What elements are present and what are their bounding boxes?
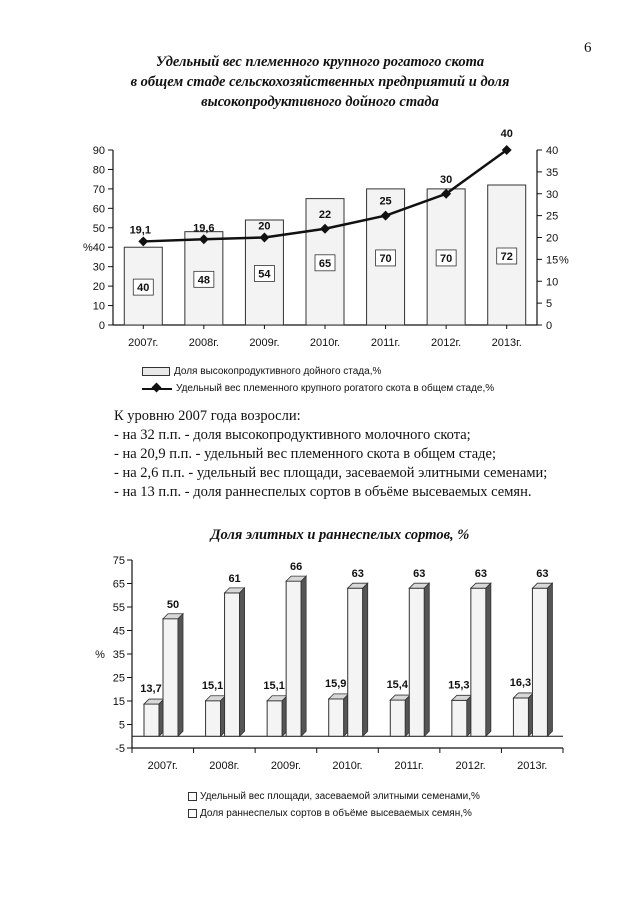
chart2-title: Доля элитных и раннеспелых сортов, % [210,527,470,543]
legend-label-dairy-share: Доля высокопродуктивного дойного стада,% [174,366,382,377]
bar-elite-area [206,701,221,736]
x-tick-label: 2012г. [455,760,486,772]
line-marker-swatch-icon [142,384,172,393]
bar-early-varieties [471,588,486,736]
line-value-label: 22 [318,208,332,221]
bar-elite-area [267,701,282,736]
bar-early-varieties [286,581,301,736]
chart1-figure [0,128,640,360]
line-value-label: 40 [500,128,513,140]
y-tick-label-left: %40 [82,242,105,255]
chart1-title-line2: в общем стаде сельскохозяйственных предприятий и доля [130,74,510,90]
y-tick-label-right: 30 [546,188,559,201]
y-tick-label-left: 50 [92,222,105,235]
summary-item: - на 32 п.п. - доля высокопродуктивного молочного скота; [114,427,471,443]
y-tick-label-right: 25 [546,210,559,223]
y2-axis-label: % [559,254,569,267]
line-value-label: 30 [440,173,453,186]
y-tick-label-left: 60 [92,203,105,216]
x-tick-label: 2013г. [517,760,548,772]
bar-early-varieties [225,593,240,736]
bar-elite-area [144,704,159,736]
line-value-label: 19,1 [129,224,151,237]
x-tick-label: 2011г. [370,337,401,349]
legend-label-breeding-share: Удельный вес племенного крупного рогатого скота в общем стаде,% [176,383,495,394]
line-value-label: 25 [379,195,392,208]
bar-value-label-early: 63 [351,568,364,581]
summary-item: - на 13 п.п. - доля раннеспелых сортов в объёме высеваемых семян. [114,484,532,500]
bar-value-label-elite: 15,1 [263,679,285,692]
bar-value-label: 48 [197,274,210,287]
x-tick-label: 2007г. [128,337,159,349]
y-tick-label-right: 35 [546,166,559,179]
x-tick-label: 2009г. [270,760,302,772]
y-tick-label: 15 [112,696,125,708]
bar-swatch-icon [142,367,170,376]
y-tick-label-right: 5 [546,298,553,311]
bar-value-label: 65 [318,257,332,270]
summary-intro: К уровню 2007 года возросли: [114,408,301,424]
page-number: 6 [584,40,592,56]
y-tick-label-right: 20 [546,232,559,245]
chart2-legend [188,788,480,822]
chart2-figure [0,548,640,778]
y-tick-label-right: 0 [546,320,553,332]
bar-value-label: 72 [500,251,513,263]
bar-early-varieties [409,588,424,736]
chart1-title [100,52,540,112]
y-tick-label-left: 20 [92,281,105,294]
y-tick-label: 75 [112,555,125,567]
bar-elite-area [513,698,528,736]
y-tick-label-right: 10 [546,276,559,289]
bar-elite-area [329,699,344,736]
bar-early-varieties-side [240,588,245,736]
x-tick-label: 2010г. [332,760,363,772]
y-tick-label: 65 [112,578,125,591]
y-tick-label-left: 30 [92,261,105,274]
bar-value-label-early: 66 [290,561,303,574]
square-swatch-icon [188,809,197,818]
x-tick-label: 2007г. [147,760,178,772]
bar-value-label-elite: 16,3 [509,676,532,689]
line-point-marker [138,236,148,246]
x-tick-label: 2011г. [394,760,424,772]
legend-label-elite-area: Удельный вес площади, засеваемой элитными семенами,% [200,791,480,802]
bar-value-label-early: 63 [474,568,487,581]
bar-elite-area [390,700,405,736]
line-value-label: 19,6 [193,222,215,235]
summary-text [114,407,554,502]
square-swatch-icon [188,792,197,801]
bar-value-label-elite: 15,1 [201,679,224,692]
x-tick-label: 2008г. [209,760,240,772]
bar-value-label-elite: 13,7 [140,683,162,696]
x-tick-label: 2010г. [309,337,341,349]
legend-item-breeding-share [142,380,494,397]
summary-item: - на 2,6 п.п. - удельный вес площади, засеваемой элитными семенами; [114,465,548,481]
bar-early-varieties-side [547,583,552,736]
bar-elite-area [452,700,467,736]
chart1-title-line3: высокопродуктивного дойного стада [201,94,439,110]
y-tick-label: -5 [115,743,125,755]
x-tick-label: 2008г. [188,337,219,349]
bar-early-varieties [163,619,178,737]
legend-label-early-varieties: Доля раннеспелых сортов в объёме высеваемых семян,% [200,808,472,819]
line-value-label: 20 [258,220,271,233]
bar-value-label: 70 [379,252,392,265]
bar-value-label-elite: 15,4 [386,679,408,692]
bar-value-label-early: 50 [166,598,180,611]
y-tick-label-left: 0 [98,320,105,332]
legend-item-dairy-share [142,363,494,380]
x-tick-label: 2012г. [431,337,462,349]
bar-value-label-early: 63 [413,568,426,581]
y-tick-label: 35 [112,649,125,661]
y-tick-label: 45 [112,625,125,638]
bar-value-label-elite: 15,9 [325,677,347,690]
y-axis-label: % [95,649,105,661]
y-tick-label-right: 40 [546,145,559,157]
y-tick-label-left: 70 [92,183,105,196]
legend-item-elite-area [188,788,480,805]
bar-early-varieties-side [424,583,429,736]
legend-item-early-varieties [188,805,480,822]
chart1-title-line1: Удельный вес племенного крупного рогатого скота [155,54,485,70]
y-tick-label: 5 [118,719,125,732]
y-tick-label-left: 90 [92,145,105,157]
y-tick-label-left: 10 [92,300,105,313]
bar-value-label: 70 [440,252,453,265]
bar-value-label: 40 [137,282,150,295]
bar-early-varieties-side [301,576,306,736]
bar-value-label: 54 [258,268,271,281]
bar-early-varieties-side [363,583,368,736]
y-tick-label-left: 80 [92,164,105,177]
summary-item: - на 20,9 п.п. - удельный вес племенного скота в общем стаде; [114,446,497,462]
bar-early-varieties [348,588,363,736]
bar-early-varieties-side [486,583,491,736]
x-tick-label: 2009г. [249,337,280,349]
bar-value-label-elite: 15,3 [448,679,470,692]
y-tick-label: 25 [112,672,125,685]
bar-early-varieties [532,588,547,736]
y-tick-label-right: 15 [546,254,559,267]
bar-value-label-early: 63 [536,568,549,581]
bar-value-label-early: 61 [228,572,241,585]
y-tick-label: 55 [112,602,125,614]
x-tick-label: 2013г. [491,337,522,349]
chart1-legend [142,363,494,397]
bar-early-varieties-side [178,614,183,737]
